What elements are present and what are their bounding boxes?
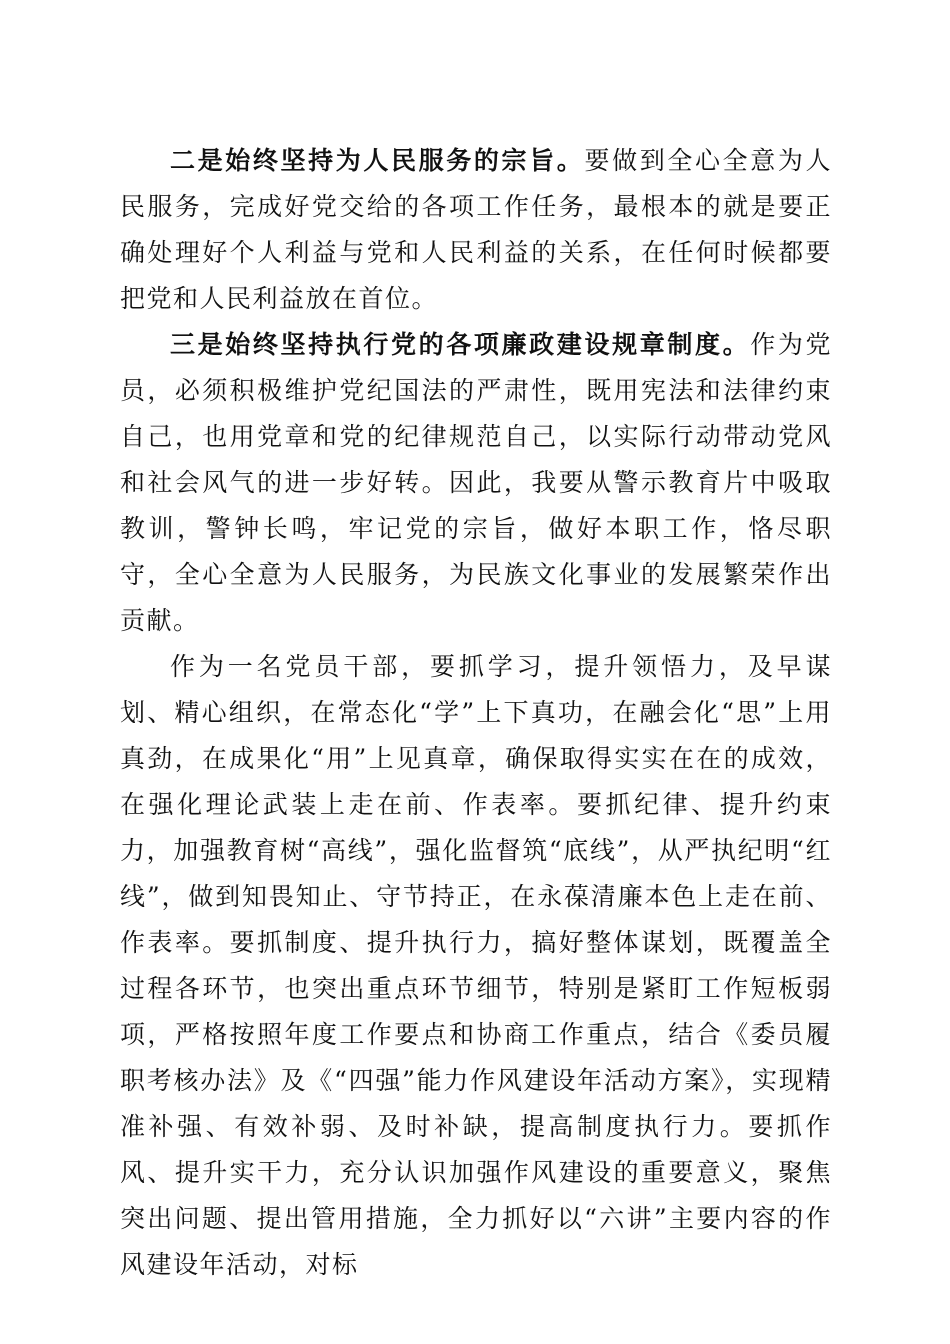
paragraph-2-lead: 二是始终坚持为人民服务的宗旨。: [170, 146, 585, 175]
paragraph-4: [120, 644, 832, 1288]
paragraph-4-body: 作为一名党员干部，要抓学习，提升领悟力，及早谋划、精心组织，在常态化“学”上下真功，在融会化“思”上用真劲，在成果化“用”上见真章，确保取得实实在在的成效，在强化理论武装上走在前、作表率。要抓纪律、提升约束力，加强教育树“高线”，强化监督筑“底线”，从严执纪明“红线”，做到知畏知止、守节持正，在永葆清廉本色上走在前、作表率。要抓制度、提升执行力，搞好整体谋划，既覆盖全过程各环节，也突出重点环节细节，特别是紧盯工作短板弱项，严格按照年度工作要点和协商工作重点，结合《委员履职考核办法》及《“四强”能力作风建设年活动方案》，实现精准补强、有效补弱、及时补缺，提高制度执行力。要抓作风、提升实干力，充分认识加强作风建设的重要意义，聚焦突出问题、提出管用措施，全力抓好以“六讲”主要内容的作风建设年活动，对标: [120, 652, 832, 1279]
paragraph-3: [120, 322, 832, 644]
document-body: [120, 138, 832, 1288]
paragraph-2-body: 要做到全心全意为人民服务，完成好党交给的各项工作任务，最根本的就是要正确处理好个人利益与党和人民利益的关系，在任何时候都要把党和人民利益放在首位。: [120, 146, 832, 313]
paragraph-3-lead: 三是始终坚持执行党的各项廉政建设规章制度。: [170, 330, 751, 359]
paragraph-2: [120, 138, 832, 322]
paragraph-3-body: 作为党员，必须积极维护党纪国法的严肃性，既用宪法和法律约束自己，也用党章和党的纪律规范自己，以实际行动带动党风和社会风气的进一步好转。因此，我要从警示教育片中吸取教训，警钟长鸣，牢记党的宗旨，做好本职工作，恪尽职守，全心全意为人民服务，为民族文化事业的发展繁荣作出贡献。: [120, 330, 832, 635]
